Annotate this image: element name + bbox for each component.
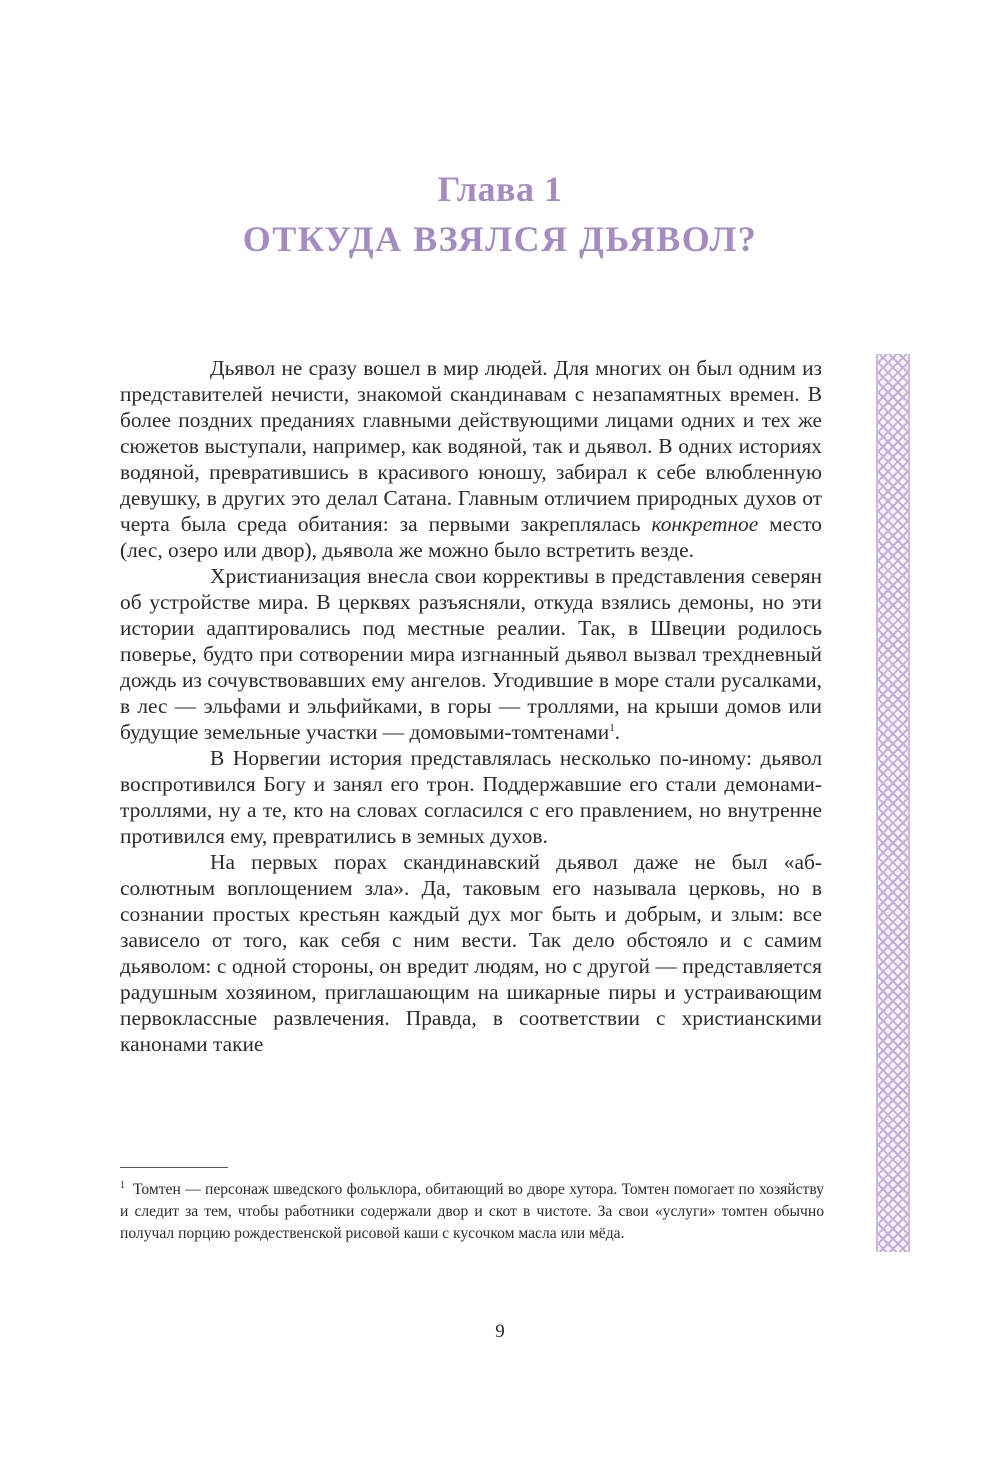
paragraph-2-text: Христианизация внесла свои коррективы в представления северян об устройстве мира. В церквях разъясняли, откуда взялись демоны, но эти истории адаптировались под местные реалии. Так, в Швеции родилось поверье, будто при сотворении мира изгнанный дьявол вызвал трехдневный дождь из сочувствовавших ему ангелов. Угодившие в море стали русалками, в лес — эльфами и эльфийками, в горы — троллями, на крыши домов или будущие земельные участки — домовыми-томтенами	[120, 564, 822, 744]
chapter-label: Глава 1	[437, 169, 563, 209]
footnote-text: Томтен — персонаж шведского фольклора, обитающий во дворе хутора. Томтен помогает по хозяйству и следит за тем, чтобы работники содержали двор и скот в чистоте. За свои «услуги» томтен обычно получал порцию рождественской рисовой каши с кусочком масла или мёда.	[120, 1181, 824, 1242]
paragraph-1-text: Дьявол не сразу вошел в мир людей. Для многих он был одним из представителей нечисти, знакомой скандинавам с незапамятных времен. В более поздних преданиях главными действующими лицами одних и тех же сюжетов выступали, например, как водяной, так и дьявол. В одних историях водяной, превратившись в красивого юношу, забирал к себе влюбленную девушку, в других это делал Сатана. Главным отличием природных духов от черта была среда обитания: за первыми закреплялась	[120, 356, 822, 536]
paragraph-2-tail: .	[614, 720, 621, 744]
page-number: 9	[495, 1321, 505, 1342]
celtic-knot-border-icon	[876, 354, 910, 1252]
footnote-number: 1	[120, 1179, 125, 1191]
paragraph-4: На первых порах скандинавский дьявол даже не был «абсолютным воплощением зла». Да, таковым его называла церковь, но в сознании простых крестьян каждый дух мог быть и добрым, и злым: все зависело от того, как себя с ним вести. Так дело обстояло и с самим дьяволом: с одной стороны, он вредит людям, но с другой — представляется радушным хозяином, приглашающим на шикарные пиры и устраивающим первоклассные развлечения. Правда, в соответствии с христианскими канонами такие	[120, 850, 822, 1056]
footnote-divider	[120, 1167, 228, 1168]
paragraph-3: В Норвегии история представлялась несколько по-иному: дьявол воспротивился Богу и занял его трон. Поддержавшие его стали демонами-троллями, ну а те, кто на словах согласился с его правлением, но внутренне противился ему, превратились в земных духов.	[120, 746, 822, 848]
paragraph-2	[120, 563, 822, 745]
body-text	[120, 355, 822, 1057]
paragraph-1-text-end: место (лес, озеро или двор), дьявола же можно было встретить везде.	[120, 512, 822, 562]
paragraph-1-italic: конкретное	[651, 512, 759, 536]
footnote-reference[interactable]: 1	[609, 721, 615, 734]
footnote	[120, 1179, 824, 1245]
paragraph-1	[120, 355, 822, 563]
chapter-title: ОТКУДА ВЗЯЛСЯ ДЬЯВОЛ?	[242, 219, 758, 259]
